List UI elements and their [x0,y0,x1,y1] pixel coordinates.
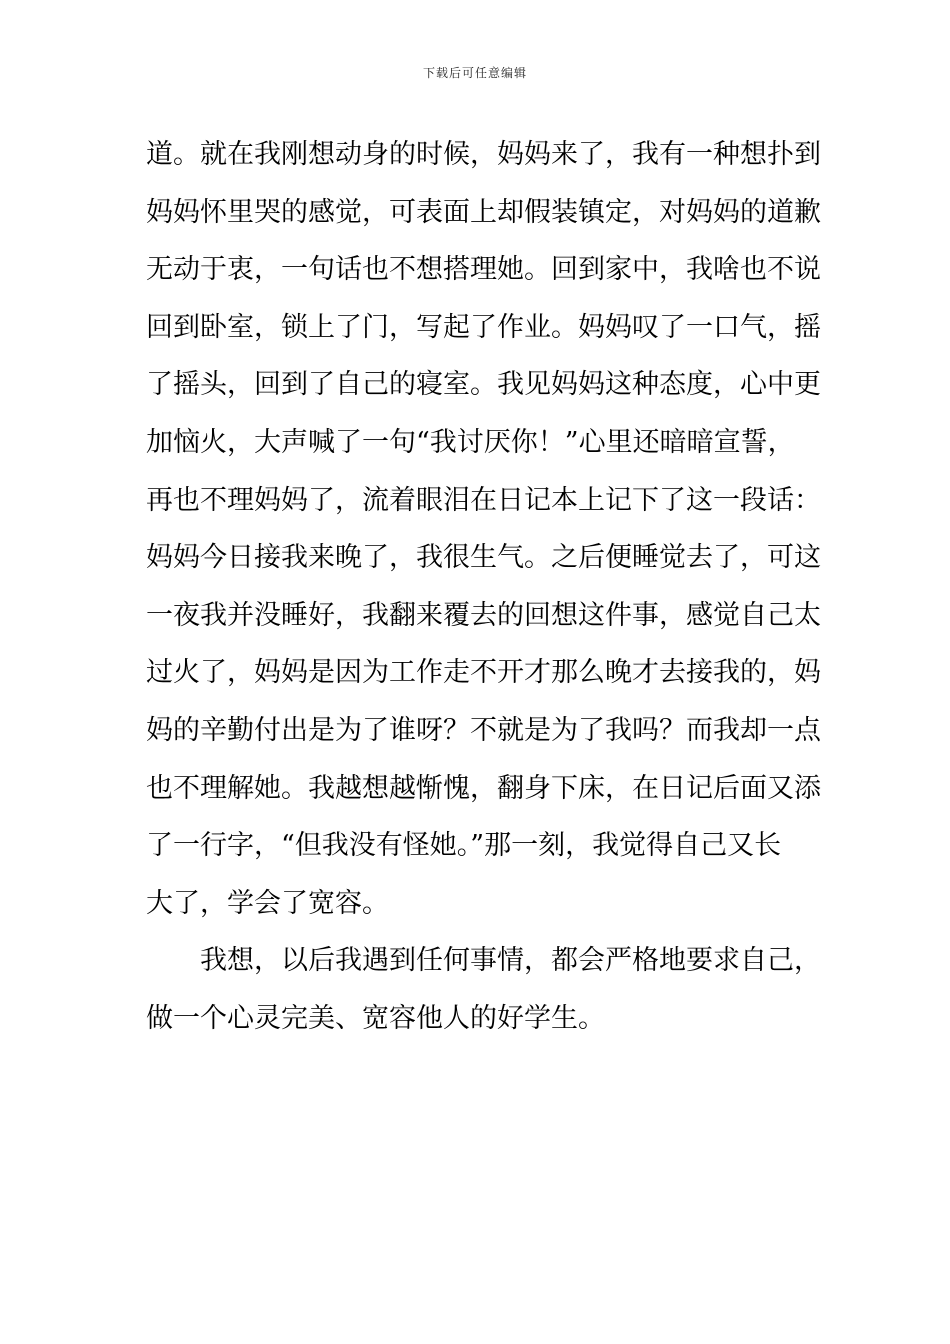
text-line: 我想，以后我遇到任何事情，都会严格地要求自己， [200,945,821,977]
text-line: 了一行字，“但我没有怪她。”那一刻，我觉得自己又长 [146,830,782,862]
text-line: 大了，学会了宽容。 [146,887,389,919]
document-body [146,126,821,1048]
text-line: 了摇头，回到了自己的寝室。我见妈妈这种态度，心中更 [146,369,821,401]
text-line: 过火了，妈妈是因为工作走不开才那么晚才去接我的，妈 [146,657,821,689]
text-line: 妈的辛勤付出是为了谁呀？不就是为了我吗？而我却一点 [146,714,821,746]
text-line: 回到卧室，锁上了门，写起了作业。妈妈叹了一口气，摇 [146,311,821,343]
text-line: 加恼火，大声喊了一句“我讨厌你！”心里还暗暗宣誓， [146,426,795,458]
text-line: 妈妈怀里哭的感觉，可表面上却假装镇定，对妈妈的道歉 [146,196,821,228]
text-line: 道。就在我刚想动身的时候，妈妈来了，我有一种想扑到 [146,139,821,170]
text-line: 做一个心灵完美、宽容他人的好学生。 [146,1002,605,1034]
text-line: 再也不理妈妈了，流着眼泪在日记本上记下了这一段话： [146,484,821,516]
text-line: 妈妈今日接我来晚了，我很生气。之后便睡觉去了，可这 [146,542,821,574]
paragraph-2 [146,932,821,1047]
paragraph-1 [146,126,821,932]
text-line: 也不理解她。我越想越惭愧，翻身下床，在日记后面又添 [146,772,821,804]
page-header: 下载后可任意编辑 [422,66,527,80]
text-line: 无动于衷，一句话也不想搭理她。回到家中，我啥也不说 [146,254,821,286]
text-line: 一夜我并没睡好，我翻来覆去的回想这件事，感觉自己太 [146,599,821,631]
